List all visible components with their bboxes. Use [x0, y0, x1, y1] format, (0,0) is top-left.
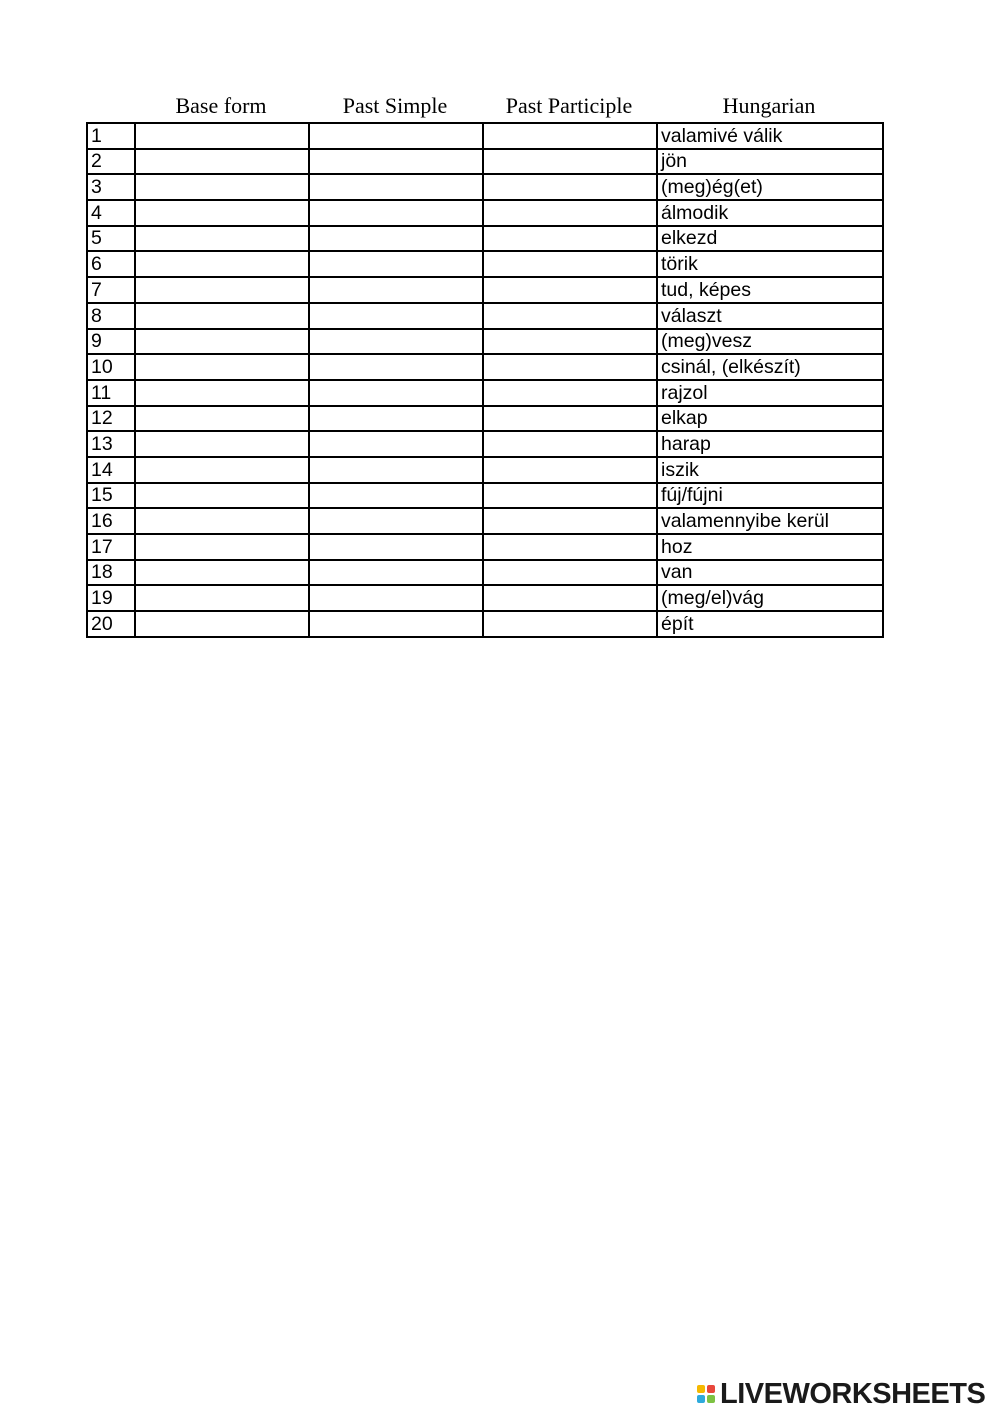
- past-participle-answer-cell[interactable]: [483, 560, 657, 586]
- past-simple-answer-cell[interactable]: [309, 200, 483, 226]
- hungarian-cell: fúj/fújni: [657, 483, 883, 509]
- hungarian-cell: álmodik: [657, 200, 883, 226]
- past-participle-answer-cell[interactable]: [483, 354, 657, 380]
- table-row: [87, 483, 883, 509]
- row-number: 16: [87, 508, 135, 534]
- hungarian-cell: tud, képes: [657, 277, 883, 303]
- logo-square: [707, 1385, 715, 1393]
- past-participle-answer-cell[interactable]: [483, 508, 657, 534]
- logo-text: LIVEWORKSHEETS: [720, 1377, 986, 1410]
- past-simple-answer-cell[interactable]: [309, 431, 483, 457]
- base-form-answer-cell[interactable]: [135, 534, 309, 560]
- base-form-answer-cell[interactable]: [135, 457, 309, 483]
- table-row: [87, 200, 883, 226]
- hungarian-cell: elkap: [657, 406, 883, 432]
- past-simple-answer-cell[interactable]: [309, 123, 483, 149]
- past-participle-answer-cell[interactable]: [483, 457, 657, 483]
- row-number: 13: [87, 431, 135, 457]
- verb-table-body: [87, 123, 883, 637]
- table-row: [87, 123, 883, 149]
- past-participle-answer-cell[interactable]: [483, 251, 657, 277]
- row-number: 18: [87, 560, 135, 586]
- past-participle-answer-cell[interactable]: [483, 303, 657, 329]
- table-row: [87, 251, 883, 277]
- hungarian-cell: valamennyibe kerül: [657, 508, 883, 534]
- hungarian-cell: törik: [657, 251, 883, 277]
- past-simple-answer-cell[interactable]: [309, 277, 483, 303]
- table-row: [87, 457, 883, 483]
- past-participle-answer-cell[interactable]: [483, 226, 657, 252]
- base-form-answer-cell[interactable]: [135, 226, 309, 252]
- past-simple-answer-cell[interactable]: [309, 251, 483, 277]
- base-form-answer-cell[interactable]: [135, 200, 309, 226]
- logo-square: [697, 1385, 705, 1393]
- past-participle-answer-cell[interactable]: [483, 329, 657, 355]
- past-simple-answer-cell[interactable]: [309, 303, 483, 329]
- verb-table: [86, 122, 884, 638]
- past-simple-answer-cell[interactable]: [309, 585, 483, 611]
- row-number: 19: [87, 585, 135, 611]
- table-row: [87, 508, 883, 534]
- table-row: [87, 585, 883, 611]
- past-participle-answer-cell[interactable]: [483, 123, 657, 149]
- hungarian-cell: csinál, (elkészít): [657, 354, 883, 380]
- base-form-answer-cell[interactable]: [135, 303, 309, 329]
- row-number: 9: [87, 329, 135, 355]
- row-number: 8: [87, 303, 135, 329]
- past-participle-answer-cell[interactable]: [483, 406, 657, 432]
- row-number: 20: [87, 611, 135, 637]
- row-number: 15: [87, 483, 135, 509]
- row-number: 6: [87, 251, 135, 277]
- past-simple-answer-cell[interactable]: [309, 329, 483, 355]
- base-form-answer-cell[interactable]: [135, 406, 309, 432]
- base-form-answer-cell[interactable]: [135, 123, 309, 149]
- header-base-form: Base form: [175, 93, 267, 118]
- past-participle-answer-cell[interactable]: [483, 611, 657, 637]
- table-row: [87, 534, 883, 560]
- past-simple-answer-cell[interactable]: [309, 149, 483, 175]
- past-simple-answer-cell[interactable]: [309, 406, 483, 432]
- row-number: 17: [87, 534, 135, 560]
- hungarian-cell: hoz: [657, 534, 883, 560]
- base-form-answer-cell[interactable]: [135, 277, 309, 303]
- past-participle-answer-cell[interactable]: [483, 149, 657, 175]
- past-simple-answer-cell[interactable]: [309, 354, 483, 380]
- row-number: 10: [87, 354, 135, 380]
- hungarian-cell: (meg/el)vág: [657, 585, 883, 611]
- past-simple-answer-cell[interactable]: [309, 483, 483, 509]
- past-simple-answer-cell[interactable]: [309, 508, 483, 534]
- past-simple-answer-cell[interactable]: [309, 174, 483, 200]
- table-row: [87, 303, 883, 329]
- hungarian-cell: (meg)ég(et): [657, 174, 883, 200]
- past-participle-answer-cell[interactable]: [483, 200, 657, 226]
- past-simple-answer-cell[interactable]: [309, 457, 483, 483]
- base-form-answer-cell[interactable]: [135, 251, 309, 277]
- hungarian-cell: valamivé válik: [657, 123, 883, 149]
- table-row: [87, 174, 883, 200]
- logo-square: [707, 1395, 715, 1403]
- base-form-answer-cell[interactable]: [135, 380, 309, 406]
- row-number: 1: [87, 123, 135, 149]
- base-form-answer-cell[interactable]: [135, 508, 309, 534]
- hungarian-cell: épít: [657, 611, 883, 637]
- liveworksheets-logo: [697, 1379, 985, 1409]
- table-row: [87, 226, 883, 252]
- table-row: [87, 380, 883, 406]
- hungarian-cell: választ: [657, 303, 883, 329]
- base-form-answer-cell[interactable]: [135, 431, 309, 457]
- base-form-answer-cell[interactable]: [135, 611, 309, 637]
- hungarian-cell: van: [657, 560, 883, 586]
- base-form-answer-cell[interactable]: [135, 560, 309, 586]
- table-row: [87, 354, 883, 380]
- row-number: 5: [87, 226, 135, 252]
- row-number: 4: [87, 200, 135, 226]
- row-number: 12: [87, 406, 135, 432]
- logo-icon: [697, 1385, 715, 1403]
- hungarian-cell: (meg)vesz: [657, 329, 883, 355]
- past-participle-answer-cell[interactable]: [483, 483, 657, 509]
- header-past-participle: Past Participle: [505, 93, 633, 118]
- row-number: 14: [87, 457, 135, 483]
- row-number: 7: [87, 277, 135, 303]
- past-participle-answer-cell[interactable]: [483, 431, 657, 457]
- base-form-answer-cell[interactable]: [135, 585, 309, 611]
- table-row: [87, 149, 883, 175]
- base-form-answer-cell[interactable]: [135, 329, 309, 355]
- table-row: [87, 431, 883, 457]
- base-form-answer-cell[interactable]: [135, 354, 309, 380]
- past-participle-answer-cell[interactable]: [483, 380, 657, 406]
- past-participle-answer-cell[interactable]: [483, 277, 657, 303]
- past-simple-answer-cell[interactable]: [309, 380, 483, 406]
- past-participle-answer-cell[interactable]: [483, 585, 657, 611]
- table-row: [87, 277, 883, 303]
- base-form-answer-cell[interactable]: [135, 174, 309, 200]
- header-past-simple: Past Simple: [342, 93, 448, 118]
- table-row: [87, 560, 883, 586]
- table-row: [87, 406, 883, 432]
- header-hungarian: Hungarian: [722, 93, 816, 118]
- base-form-answer-cell[interactable]: [135, 149, 309, 175]
- hungarian-cell: elkezd: [657, 226, 883, 252]
- hungarian-cell: jön: [657, 149, 883, 175]
- past-participle-answer-cell[interactable]: [483, 534, 657, 560]
- past-participle-answer-cell[interactable]: [483, 174, 657, 200]
- row-number: 11: [87, 380, 135, 406]
- hungarian-cell: rajzol: [657, 380, 883, 406]
- row-number: 3: [87, 174, 135, 200]
- table-row: [87, 329, 883, 355]
- logo-square: [697, 1395, 705, 1403]
- hungarian-cell: iszik: [657, 457, 883, 483]
- past-simple-answer-cell[interactable]: [309, 560, 483, 586]
- past-simple-answer-cell[interactable]: [309, 534, 483, 560]
- column-headers: [86, 90, 882, 122]
- table-row: [87, 611, 883, 637]
- base-form-answer-cell[interactable]: [135, 483, 309, 509]
- past-simple-answer-cell[interactable]: [309, 611, 483, 637]
- hungarian-cell: harap: [657, 431, 883, 457]
- past-simple-answer-cell[interactable]: [309, 226, 483, 252]
- row-number: 2: [87, 149, 135, 175]
